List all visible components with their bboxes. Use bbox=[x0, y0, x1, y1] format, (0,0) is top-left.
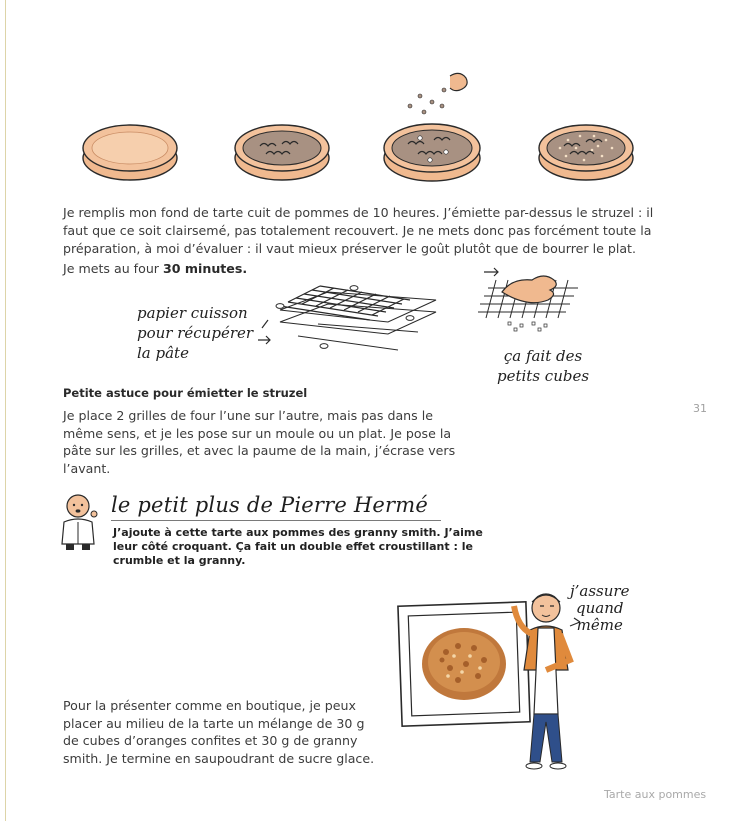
note-assure-line-2: quand bbox=[576, 599, 624, 617]
note-cubes-line-2: petits cubes bbox=[497, 367, 590, 385]
page-number: 31 bbox=[693, 402, 707, 415]
oven-prefix: Je mets au four bbox=[63, 261, 163, 276]
intro-paragraph: Je remplis mon fond de tarte cuit de pommes de 10 heures. J’émiette par-dessus le struzel : il faut que ce soit clairsemé, pas totalement recouvert. Je ne mets donc pas forcément toute la préparation, à moi d’évaluer : il vaut mieux préserver le goût plutôt que de bourrer le plat. bbox=[63, 205, 654, 256]
note-paper-line-2: pour récupérer bbox=[137, 324, 254, 342]
note-cubes-line-1: ça fait des bbox=[503, 347, 583, 365]
footer-chapter-title: Tarte aux pommes bbox=[604, 788, 707, 801]
handwritten-note-cubes bbox=[497, 346, 589, 386]
finished-crumble-tart-icon bbox=[536, 118, 636, 184]
tip-title: Petite astuce pour émietter le struzel bbox=[63, 386, 308, 400]
note-assure-line-3: même bbox=[576, 616, 623, 634]
note-assure-line-1: j’assure bbox=[570, 582, 630, 600]
struzel-sprinkle-tart-icon bbox=[380, 70, 490, 186]
handwritten-note-assure bbox=[570, 583, 629, 634]
oven-duration: 30 minutes. bbox=[163, 261, 248, 276]
oven-grids-illustration bbox=[258, 280, 438, 360]
tip-paragraph: Je place 2 grilles de four l’une sur l’autre, mais pas dans le même sens, et je les pose sur un moule ou un plat. Je pose la pâte sur les grilles, et avec la paume de la main, j’écrase vers l’avant. bbox=[63, 408, 456, 476]
oven-time-line bbox=[63, 260, 247, 278]
handwritten-note-paper bbox=[137, 303, 253, 363]
empty-tart-shell-icon bbox=[80, 118, 180, 184]
note-paper-line-3: la pâte bbox=[137, 344, 189, 362]
petit-plus-title: le petit plus de Pierre Hermé bbox=[111, 493, 429, 517]
note-paper-line-1: papier cuisson bbox=[137, 304, 248, 322]
grate-crushing-illustration bbox=[478, 262, 588, 332]
page-margin-line bbox=[5, 0, 6, 821]
tart-steps-illustration bbox=[80, 70, 660, 200]
presentation-paragraph: Pour la présenter comme en boutique, je peux placer au milieu de la tarte un mélange de 30 g de cubes d’oranges confites et 30 g de granny smith. Je termine en saupoudrant de sucre glace. bbox=[63, 698, 375, 766]
apple-filled-tart-icon bbox=[232, 118, 332, 184]
petit-plus-text: J’ajoute à cette tarte aux pommes des granny smith. J’aime leur côté croquant. Ça fait un double effet croustillant : le crumble et la granny. bbox=[113, 526, 483, 567]
chef-avatar-icon bbox=[58, 492, 102, 552]
petit-plus-underline bbox=[111, 520, 441, 521]
